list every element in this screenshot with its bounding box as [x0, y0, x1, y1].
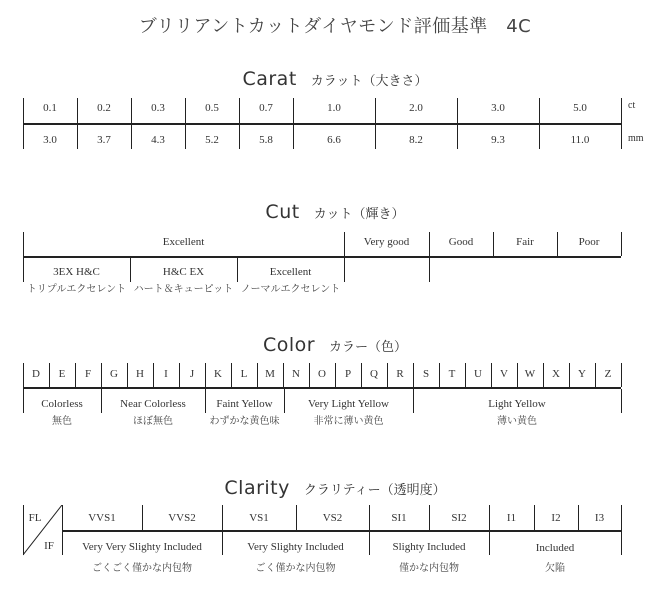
color-letter: D: [32, 368, 40, 380]
color-letter: S: [422, 368, 430, 380]
clarity-grade: VVS2: [168, 512, 196, 524]
color-letter: H: [136, 368, 144, 380]
color-group-very-light-yellow: Very Light Yellow: [308, 398, 389, 410]
color-letter: P: [344, 368, 352, 380]
color-letter: R: [396, 368, 404, 380]
carat-ct-value: 5.0: [573, 102, 587, 114]
clarity-group-vs: Very Slighty Included: [247, 541, 344, 553]
color-group-faint-yellow-jp: わずかな黄色味: [209, 416, 280, 427]
color-group-light-yellow-jp: 薄い黄色: [497, 416, 537, 427]
clarity-group-i-jp: 欠陥: [545, 563, 565, 574]
carat-ct-value: 3.0: [491, 102, 505, 114]
cut-sub-3ex-hc-jp: トリプルエクセレント: [26, 284, 127, 295]
cut-grade-good: Good: [448, 236, 474, 248]
cut-sub-hc-ex-jp: ハート＆キューピット: [133, 284, 234, 295]
clarity-group-si-jp: 僅かな内包物: [399, 563, 459, 574]
clarity-grade: VS1: [249, 512, 269, 524]
color-letter: Q: [370, 368, 378, 380]
color-group-very-light-yellow-jp: 非常に薄い黄色: [313, 416, 384, 427]
clarity-grade: I1: [506, 512, 517, 524]
clarity-if: IF: [44, 540, 54, 552]
carat-ct-value: 1.0: [327, 102, 341, 114]
color-letter: I: [164, 368, 168, 380]
color-group-near-colorless-jp: ほぼ無色: [133, 416, 173, 427]
color-letter: V: [500, 368, 508, 380]
clarity-divider: [62, 530, 621, 532]
cut-grade-excellent: Excellent: [162, 236, 205, 248]
color-letter: E: [58, 368, 66, 380]
cut-col-divider: [621, 232, 622, 256]
carat-section-title: [0, 68, 670, 90]
carat-mm-value: 4.3: [151, 134, 165, 146]
cut-grade-poor: Poor: [578, 236, 600, 248]
clarity-group-vvs: Very Very Slighty Included: [82, 541, 202, 553]
cut-sub-excellent-jp: ノーマルエクセレント: [240, 284, 341, 295]
color-title-jp: カラー（色）: [329, 340, 408, 355]
carat-ct-value: 0.5: [205, 102, 219, 114]
color-letter: K: [214, 368, 222, 380]
color-group-divider: [621, 389, 622, 413]
color-group-colorless-jp: 無色: [52, 416, 72, 427]
carat-ct-value: 0.1: [43, 102, 57, 114]
color-letter: U: [474, 368, 482, 380]
color-letter: Y: [578, 368, 586, 380]
carat-ct-value: 0.7: [259, 102, 273, 114]
clarity-title-jp: クラリティー（透明度）: [303, 483, 446, 498]
color-letter: G: [110, 368, 118, 380]
color-letter: N: [292, 368, 300, 380]
carat-title-jp: カラット（大きさ）: [310, 74, 428, 89]
carat-mm-value: 5.2: [205, 134, 219, 146]
carat-mm-value: 9.3: [491, 134, 505, 146]
color-group-faint-yellow: Faint Yellow: [216, 398, 273, 410]
cut-sub-excellent: Excellent: [269, 266, 312, 278]
clarity-grade: VS2: [322, 512, 343, 524]
clarity-group-divider: [621, 530, 622, 555]
carat-mm-value: 6.6: [327, 134, 341, 146]
clarity-group-vvs-jp: ごくごく僅かな内包物: [92, 563, 192, 574]
clarity-group-i: Included: [535, 542, 575, 554]
clarity-title-en: Clarity: [224, 477, 290, 499]
carat-mm-value: 3.7: [97, 134, 111, 146]
color-title-en: Color: [262, 334, 316, 356]
color-group-light-yellow: Light Yellow: [488, 398, 546, 410]
carat-mm-value: 11.0: [570, 134, 590, 146]
clarity-group-vs-jp: ごく僅かな内包物: [255, 563, 336, 574]
color-letter: L: [240, 368, 248, 380]
page-title: ブリリアントカットダイヤモンド評価基準 4C: [138, 16, 532, 37]
color-letter: Z: [604, 368, 612, 380]
color-letter: M: [265, 368, 275, 380]
clarity-grade: I3: [594, 512, 605, 524]
color-divider: [23, 387, 621, 389]
cut-grade-fair: Fair: [516, 236, 534, 248]
carat-ct-value: 0.3: [151, 102, 165, 114]
color-letter: X: [552, 368, 560, 380]
carat-ct-value: 0.2: [97, 102, 111, 114]
color-group-near-colorless: Near Colorless: [120, 398, 186, 410]
carat-unit-ct: ct: [628, 100, 636, 111]
color-letter: T: [448, 368, 456, 380]
color-letter: F: [84, 368, 92, 380]
carat-mm-value: 8.2: [409, 134, 423, 146]
carat-unit-mm: mm: [628, 133, 644, 144]
clarity-grade: SI1: [391, 512, 407, 524]
cut-title-jp: カット（輝き）: [313, 207, 405, 222]
carat-ct-value: 2.0: [409, 102, 423, 114]
color-section-title: [0, 334, 670, 356]
cut-divider: [23, 256, 621, 258]
cut-title-en: Cut: [265, 201, 300, 223]
color-group-colorless: Colorless: [41, 398, 83, 410]
cut-section-title: [0, 201, 670, 223]
carat-divider: [23, 123, 621, 125]
color-letter: W: [524, 368, 536, 380]
color-letter-divider: [621, 363, 622, 387]
carat-mm-value: 5.8: [259, 134, 273, 146]
clarity-fl: FL: [28, 512, 42, 524]
cut-sub-hc-ex: H&C EX: [162, 266, 205, 278]
cut-sub-3ex-hc: 3EX H&C: [53, 266, 100, 278]
color-letter: O: [318, 368, 326, 380]
carat-col-divider: [621, 98, 622, 149]
clarity-grade: VVS1: [88, 512, 116, 524]
clarity-section-title: [0, 477, 670, 499]
carat-mm-value: 3.0: [43, 134, 57, 146]
clarity-group-si: Slighty Included: [392, 541, 466, 553]
color-letter: J: [189, 368, 195, 380]
clarity-grade-divider: [621, 505, 622, 530]
clarity-grade: SI2: [451, 512, 467, 524]
carat-title-en: Carat: [242, 68, 297, 90]
cut-grade-very-good: Very good: [363, 236, 410, 248]
clarity-grade: I2: [551, 512, 561, 524]
